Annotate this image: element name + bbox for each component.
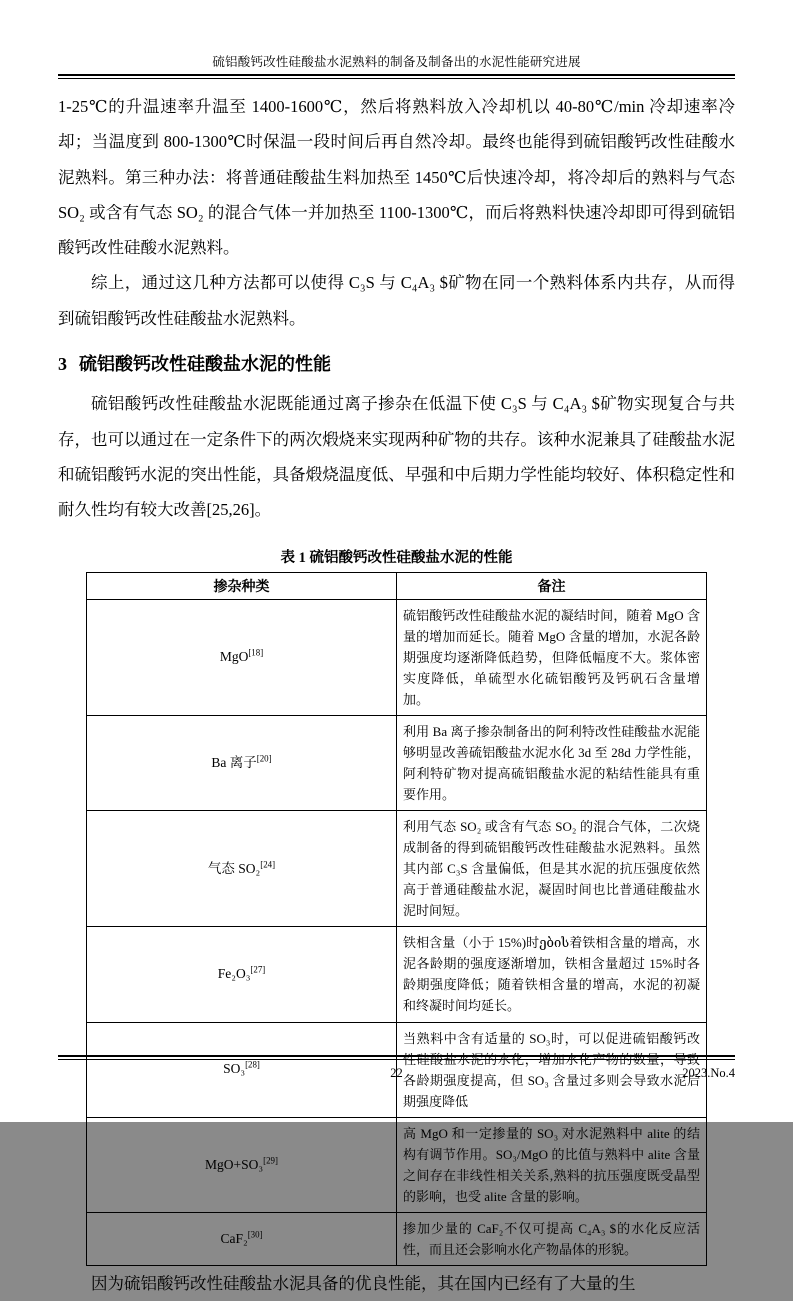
cell-kind: MgO+SO₃[29] <box>87 1117 397 1212</box>
table-row <box>87 1212 707 1265</box>
table-header-row <box>87 572 707 599</box>
table-caption: 表 1 硫铝酸钙改性硅酸盐水泥的性能 <box>280 549 513 566</box>
cell-note: 当熟料中含有适量的 SO₃时，可以促进硫铝酸钙改性硅酸盐水泥的水化，增加水化产物的数量，导致各龄期强度提高，但 SO₃ 含量过多则会导致水泥后期强度降低 <box>397 1022 707 1117</box>
table-row <box>87 811 707 927</box>
column-header-kind: 掺杂种类 <box>87 572 397 599</box>
cell-note: 硫铝酸钙改性硅酸盐水泥的凝结时间，随着 MgO 含量的增加而延长。随着 MgO 含量的增加，水泥各龄期强度均逐渐降低趋势，但降低幅度不大。浆体密实度降低，单硫型水化硫铝酸钙及钙矾石含量增加。 <box>397 599 707 715</box>
cell-kind: Ba 离子[20] <box>87 715 397 810</box>
issue-label: 2023.No.4 <box>682 1066 735 1080</box>
page-content <box>58 52 735 1301</box>
paragraph-4: 因为硫铝酸钙改性硅酸盐水泥具备的优良性能，其在国内已经有了大量的生 <box>91 1273 636 1293</box>
cell-kind: CaF₂[30] <box>87 1212 397 1265</box>
cell-kind: Fe₂O₃[27] <box>87 927 397 1022</box>
footer-rule <box>58 1055 735 1060</box>
cell-note: 高 MgO 和一定掺量的 SO₃ 对水泥熟料中 alite 的结构有调节作用。SO₃/MgO 的比值与熟料中 alite 含量之间存在非线性相关关系,熟料的抗压强度既受晶型的影响，也受 alite 含量的影响。 <box>397 1117 707 1212</box>
table-row <box>87 715 707 810</box>
section-title: 硫铝酸钙改性硅酸盐水泥的性能 <box>79 354 331 375</box>
table-row <box>87 927 707 1022</box>
page-number: 22 <box>390 1066 403 1080</box>
table-row <box>87 599 707 715</box>
running-head: 硫铝酸钙改性硅酸盐水泥熟料的制备及制备出的水泥性能研究进展 <box>212 55 581 69</box>
paragraph-2: 综上，通过这几种方法都可以使得 C₃S 与 C₄A₃ $矿物在同一个熟料体系内共存，从而得到硫铝酸钙改性硅酸盐水泥熟料。 <box>58 273 735 328</box>
cell-kind: MgO[18] <box>87 599 397 715</box>
cell-kind: 气态 SO₂[24] <box>87 811 397 927</box>
page-footer <box>58 1055 735 1084</box>
column-header-note: 备注 <box>397 572 707 599</box>
cell-kind: SO₃[28] <box>87 1022 397 1117</box>
section-number: 3 <box>58 354 67 375</box>
paragraph-3: 硫铝酸钙改性硅酸盐水泥既能通过离子掺杂在低温下使 C₃S 与 C₄A₃ $矿物实现复合与共存，也可以通过在一定条件下的两次煅烧来实现两种矿物的共存。该种水泥兼具了硅酸盐水泥和硫铝酸钙水泥的突出性能，具备煅烧温度低、早强和中后期力学性能均较好、体积稳定性和耐久性均有较大改善[25,26]。 <box>58 394 735 520</box>
paragraph-1: 1-25℃的升温速率升温至 1400-1600℃，然后将熟料放入冷却机以 40-80℃/min 冷却速率冷却；当温度到 800-1300℃时保温一段时间后再自然冷却。最终也能得到硫铝酸钙改性硅酸水泥熟料。第三种办法：将普通硅酸盐生料加热至 1450℃后快速冷却，将冷却后的熟料与气态 SO₂ 或含有气态 SO₂ 的混合气体一并加热至 1100-1300℃，而后将熟料快速冷却即可得到硫铝酸钙改性硅酸水泥熟料。 <box>58 97 735 258</box>
performance-table <box>86 572 707 1266</box>
header-rule <box>58 74 735 79</box>
table-row <box>87 1117 707 1212</box>
footer-line <box>58 1066 735 1084</box>
cell-note: 利用气态 SO₂ 或含有气态 SO₂ 的混合气体，二次烧成制备的得到硫铝酸钙改性硅酸盐水泥熟料。虽然其内部 C₃S 含量偏低，但是其水泥的抗压强度依然高于普通硅酸盐水泥，凝固时间也比普通硅酸盐水泥时间短。 <box>397 811 707 927</box>
cell-note: 利用 Ba 离子掺杂制备出的阿利特改性硅酸盐水泥能够明显改善硫铝酸盐水泥水化 3d 至 28d 力学性能，阿利特矿物对提高硫铝酸盐水泥的粘结性能具有重要作用。 <box>397 715 707 810</box>
cell-note: 铁相含量（小于 15%)时ების着铁相含量的增高，水泥各龄期的强度逐渐增加，铁相含量超过 15%时各龄期强度降低；随着铁相含量的增高，水泥的初凝和终凝时间均延长。 <box>397 927 707 1022</box>
section-heading <box>58 348 735 380</box>
cell-note: 掺加少量的 CaF₂不仅可提高 C₄A₃ $的水化反应活性，而且还会影响水化产物晶体的形貌。 <box>397 1212 707 1265</box>
